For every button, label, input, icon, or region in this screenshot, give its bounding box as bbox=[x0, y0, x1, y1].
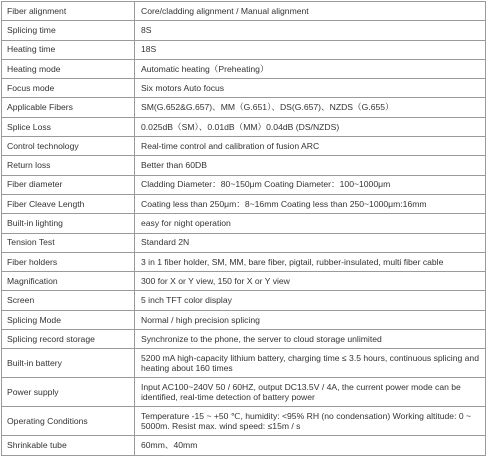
spec-row bbox=[2, 214, 486, 233]
spec-label: Screen bbox=[2, 291, 135, 310]
spec-value: Six motors Auto focus bbox=[135, 79, 486, 98]
spec-row bbox=[2, 59, 486, 78]
spec-row bbox=[2, 272, 486, 291]
spec-label: Magnification bbox=[2, 272, 135, 291]
spec-value: 18S bbox=[135, 40, 486, 59]
spec-row bbox=[2, 40, 486, 59]
spec-row bbox=[2, 233, 486, 252]
spec-value: 5200 mA high-capacity lithium battery, charging time ≤ 3.5 hours, continuous splicing and heating about 160 times bbox=[135, 349, 486, 378]
spec-label: Fiber diameter bbox=[2, 175, 135, 194]
spec-row bbox=[2, 330, 486, 349]
spec-label: Splicing time bbox=[2, 21, 135, 40]
spec-value: Core/cladding alignment / Manual alignment bbox=[135, 2, 486, 21]
spec-row bbox=[2, 349, 486, 378]
spec-label: Splicing record storage bbox=[2, 330, 135, 349]
spec-value: Cladding Diameter：80~150μm Coating Diameter：100~1000μm bbox=[135, 175, 486, 194]
spec-value: 8S bbox=[135, 21, 486, 40]
spec-value: 60mm、40mm bbox=[135, 436, 486, 455]
spec-label: Control technology bbox=[2, 137, 135, 156]
spec-label: Power supply bbox=[2, 378, 135, 407]
spec-row bbox=[2, 436, 486, 455]
spec-label: Fiber Cleave Length bbox=[2, 194, 135, 213]
spec-row bbox=[2, 407, 486, 436]
spec-value: 0.025dB（SM）、0.01dB（MM）0.04dB (DS/NZDS) bbox=[135, 117, 486, 136]
spec-row bbox=[2, 175, 486, 194]
spec-row bbox=[2, 137, 486, 156]
spec-row bbox=[2, 21, 486, 40]
spec-value: Automatic heating（Preheating） bbox=[135, 59, 486, 78]
spec-value: Normal / high precision splicing bbox=[135, 310, 486, 329]
spec-value: Synchronize to the phone, the server to cloud storage unlimited bbox=[135, 330, 486, 349]
spec-label: Shrinkable tube bbox=[2, 436, 135, 455]
spec-value: Better than 60DB bbox=[135, 156, 486, 175]
spec-value: Coating less than 250μm：8~16mm Coating less than 250~1000μm:16mm bbox=[135, 194, 486, 213]
spec-row bbox=[2, 194, 486, 213]
spec-label: Tension Test bbox=[2, 233, 135, 252]
spec-table bbox=[1, 1, 486, 456]
spec-label: Built-in lighting bbox=[2, 214, 135, 233]
spec-value: Temperature -15 ~ +50 ℃, humidity: <95% RH (no condensation) Working altitude: 0 ~ 5000m. Resist max. wind speed: ≤15m / s bbox=[135, 407, 486, 436]
spec-label: Fiber alignment bbox=[2, 2, 135, 21]
spec-label: Return loss bbox=[2, 156, 135, 175]
spec-label: Splicing Mode bbox=[2, 310, 135, 329]
spec-label: Operating Conditions bbox=[2, 407, 135, 436]
spec-label: Splice Loss bbox=[2, 117, 135, 136]
spec-label: Focus mode bbox=[2, 79, 135, 98]
spec-value: Input AC100~240V 50 / 60HZ, output DC13.5V / 4A, the current power mode can be identified, real-time detection of battery power bbox=[135, 378, 486, 407]
spec-row bbox=[2, 156, 486, 175]
spec-row bbox=[2, 117, 486, 136]
spec-label: Heating time bbox=[2, 40, 135, 59]
spec-row bbox=[2, 310, 486, 329]
spec-value: 300 for X or Y view, 150 for X or Y view bbox=[135, 272, 486, 291]
spec-table-body bbox=[2, 2, 486, 456]
spec-label: Fiber holders bbox=[2, 252, 135, 271]
spec-label: Applicable Fibers bbox=[2, 98, 135, 117]
spec-label: Heating mode bbox=[2, 59, 135, 78]
spec-value: SM(G.652&G.657)、MM（G.651）、DS(G.657)、NZDS（G.655） bbox=[135, 98, 486, 117]
spec-value: 5 inch TFT color display bbox=[135, 291, 486, 310]
spec-value: Standard 2N bbox=[135, 233, 486, 252]
spec-row bbox=[2, 98, 486, 117]
spec-value: 3 in 1 fiber holder, SM, MM, bare fiber, pigtail, rubber-insulated, multi fiber cable bbox=[135, 252, 486, 271]
spec-value: easy for night operation bbox=[135, 214, 486, 233]
spec-row bbox=[2, 2, 486, 21]
spec-value: Real-time control and calibration of fusion ARC bbox=[135, 137, 486, 156]
spec-label: Built-in battery bbox=[2, 349, 135, 378]
spec-row bbox=[2, 378, 486, 407]
spec-row bbox=[2, 252, 486, 271]
spec-row bbox=[2, 291, 486, 310]
spec-row bbox=[2, 79, 486, 98]
